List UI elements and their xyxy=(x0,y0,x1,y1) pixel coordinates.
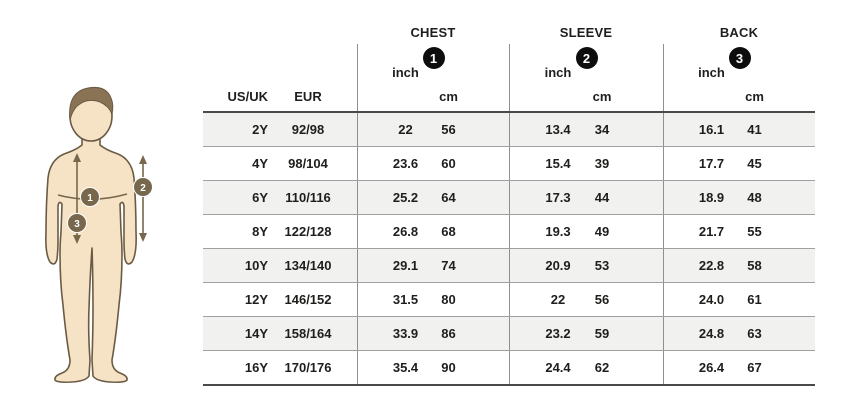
table-body xyxy=(203,111,815,386)
cell-chest-cm: 80 xyxy=(441,292,456,307)
group-label-back: BACK xyxy=(719,24,759,40)
cell-eur: 98/104 xyxy=(288,156,328,171)
cell-back-cm: 41 xyxy=(747,122,762,137)
table-row xyxy=(203,316,815,350)
header-us-uk: US/UK xyxy=(227,89,268,104)
cell-chest-cm: 64 xyxy=(441,190,456,205)
body-silhouette xyxy=(46,136,136,382)
cell-chest-cm: 60 xyxy=(441,156,456,171)
cell-sleeve-cm: 56 xyxy=(594,292,610,307)
cell-sleeve-inch: 22 xyxy=(509,283,586,316)
cell-chest-inch: 26.8 xyxy=(357,215,433,248)
cell-back-cm: 45 xyxy=(747,156,762,171)
cell-back-inch: 24.8 xyxy=(663,317,739,350)
cell-sleeve-inch: 15.4 xyxy=(509,147,586,180)
cell-us-uk: 4Y xyxy=(252,156,268,171)
back-number-badge: 3 xyxy=(729,47,751,69)
cell-chest-cm: 86 xyxy=(441,326,456,341)
cell-sleeve-inch: 13.4 xyxy=(509,113,586,146)
cell-us-uk: 6Y xyxy=(252,190,268,205)
cell-us-uk: 12Y xyxy=(244,292,268,307)
cell-eur: 170/176 xyxy=(284,360,332,375)
size-table xyxy=(203,20,815,386)
body-diagram xyxy=(40,82,158,388)
header-eur: EUR xyxy=(294,89,322,104)
cell-back-inch: 16.1 xyxy=(663,113,739,146)
table-row xyxy=(203,350,815,384)
header-chest-cm: cm xyxy=(439,89,458,104)
cell-eur: 134/140 xyxy=(284,258,332,273)
header-back-cm: cm xyxy=(745,89,764,104)
cell-chest-inch: 23.6 xyxy=(357,147,433,180)
chest-marker-1 xyxy=(81,188,100,207)
cell-sleeve-inch: 19.3 xyxy=(509,215,586,248)
cell-us-uk: 16Y xyxy=(244,360,268,375)
cell-chest-inch: 25.2 xyxy=(357,181,433,214)
table-row xyxy=(203,180,815,214)
table-row xyxy=(203,146,815,180)
cell-back-inch: 21.7 xyxy=(663,215,739,248)
cell-back-cm: 55 xyxy=(747,224,762,239)
cell-eur: 92/98 xyxy=(291,122,325,137)
cell-sleeve-cm: 53 xyxy=(594,258,610,273)
cell-back-cm: 48 xyxy=(747,190,762,205)
cell-sleeve-cm: 49 xyxy=(594,224,610,239)
group-label-sleeve: SLEEVE xyxy=(559,24,613,40)
cell-sleeve-cm: 62 xyxy=(594,360,610,375)
cell-chest-inch: 29.1 xyxy=(357,249,433,282)
table-row xyxy=(203,113,815,146)
cell-sleeve-cm: 39 xyxy=(594,156,610,171)
header-chest-inch: inch xyxy=(357,65,433,111)
table-row xyxy=(203,248,815,282)
header-sleeve-cm: cm xyxy=(592,89,612,104)
cell-sleeve-inch: 24.4 xyxy=(509,351,586,384)
cell-chest-cm: 90 xyxy=(441,360,456,375)
cell-sleeve-inch: 17.3 xyxy=(509,181,586,214)
sleeve-number-badge: 2 xyxy=(576,47,598,69)
cell-sleeve-inch: 20.9 xyxy=(509,249,586,282)
child-figure-illustration xyxy=(40,82,158,388)
cell-back-cm: 63 xyxy=(747,326,762,341)
cell-back-inch: 26.4 xyxy=(663,351,739,384)
cell-chest-inch: 22 xyxy=(357,113,433,146)
cell-us-uk: 14Y xyxy=(244,326,268,341)
table-row xyxy=(203,282,815,316)
group-label-row xyxy=(203,20,815,44)
cell-chest-cm: 68 xyxy=(441,224,456,239)
svg-text:2: 2 xyxy=(140,183,146,194)
cell-eur: 122/128 xyxy=(284,224,332,239)
header-sleeve-inch: inch xyxy=(509,65,586,111)
back-marker-3 xyxy=(68,214,87,233)
sleeve-marker-2 xyxy=(134,178,153,197)
cell-back-cm: 67 xyxy=(747,360,762,375)
cell-us-uk: 2Y xyxy=(252,122,268,137)
cell-chest-inch: 33.9 xyxy=(357,317,433,350)
cell-back-inch: 17.7 xyxy=(663,147,739,180)
group-label-chest: CHEST xyxy=(410,24,456,40)
table-row xyxy=(203,214,815,248)
cell-chest-inch: 35.4 xyxy=(357,351,433,384)
cell-back-inch: 22.8 xyxy=(663,249,739,282)
cell-sleeve-cm: 44 xyxy=(594,190,610,205)
cell-us-uk: 8Y xyxy=(252,224,268,239)
cell-sleeve-inch: 23.2 xyxy=(509,317,586,350)
cell-chest-cm: 74 xyxy=(441,258,456,273)
column-header-row xyxy=(203,65,815,111)
cell-us-uk: 10Y xyxy=(244,258,268,273)
sleeve-measure-arrow xyxy=(139,155,147,242)
cell-chest-cm: 56 xyxy=(441,122,456,137)
cell-back-inch: 18.9 xyxy=(663,181,739,214)
cell-eur: 110/116 xyxy=(285,190,331,205)
cell-sleeve-cm: 59 xyxy=(594,326,610,341)
cell-eur: 158/164 xyxy=(284,326,332,341)
cell-back-inch: 24.0 xyxy=(663,283,739,316)
cell-back-cm: 61 xyxy=(747,292,762,307)
svg-text:1: 1 xyxy=(87,193,93,204)
svg-text:3: 3 xyxy=(74,219,80,230)
chest-number-badge: 1 xyxy=(423,47,445,69)
cell-chest-inch: 31.5 xyxy=(357,283,433,316)
header-back-inch: inch xyxy=(663,65,739,111)
cell-sleeve-cm: 34 xyxy=(594,122,610,137)
cell-back-cm: 58 xyxy=(747,258,762,273)
cell-eur: 146/152 xyxy=(284,292,332,307)
